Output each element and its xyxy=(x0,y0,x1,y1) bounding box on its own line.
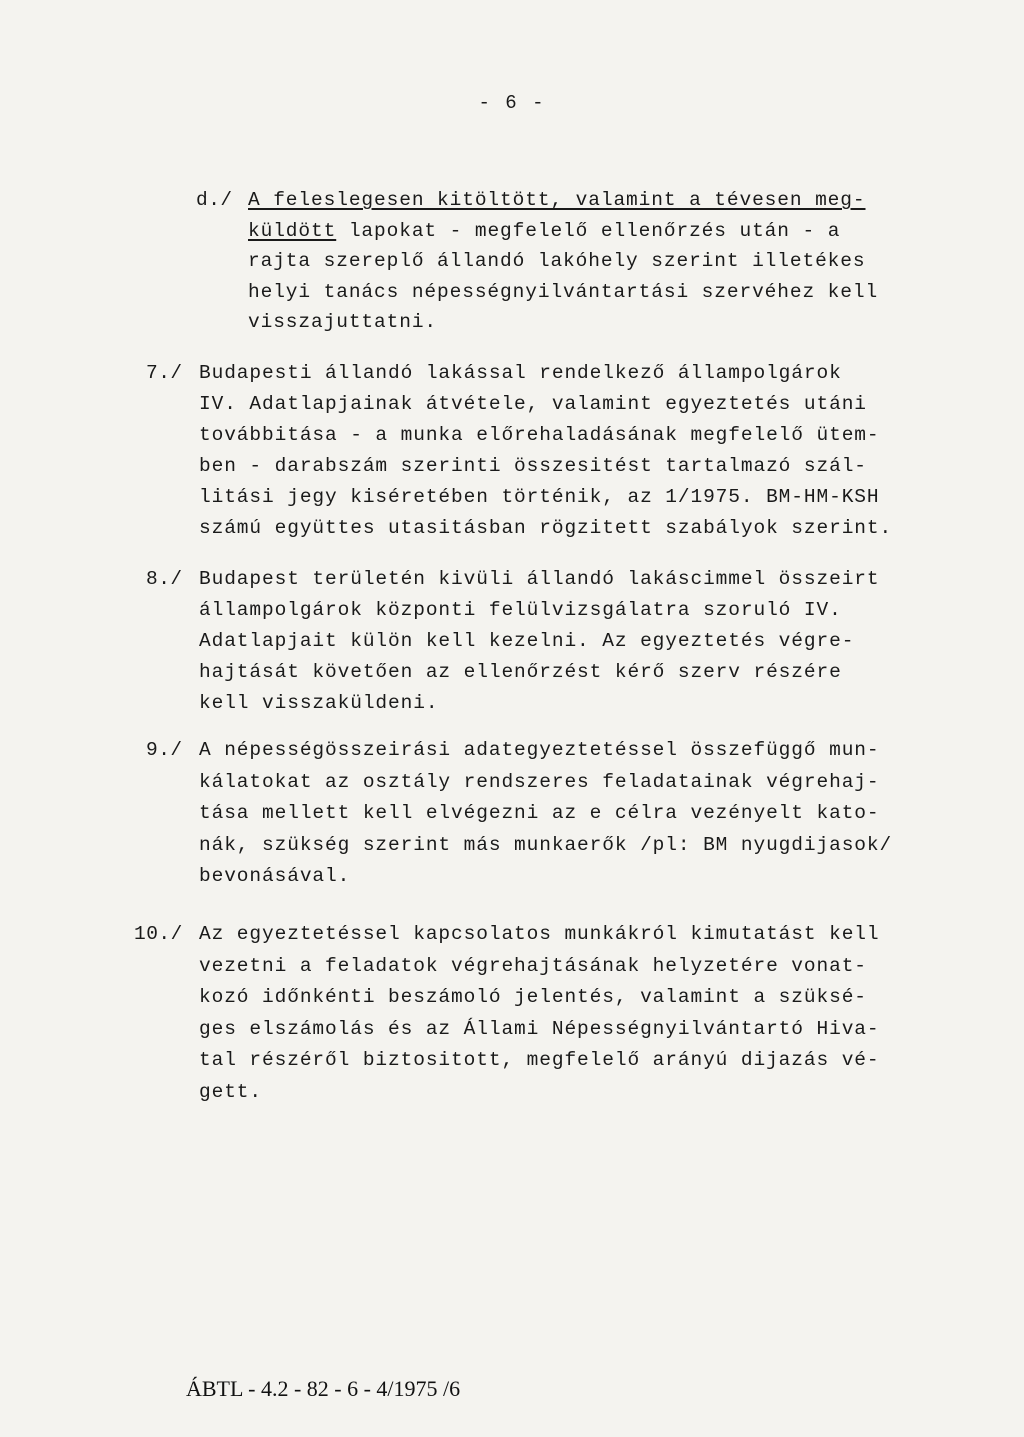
section-number: 9./ xyxy=(146,739,183,761)
section-text-line xyxy=(199,922,880,946)
text-segment: nák, szükség szerint más munkaerők /pl: BM nyugdijasok/ xyxy=(199,833,893,856)
text-segment: bevonásával. xyxy=(199,865,351,887)
text-segment: A népességösszeirási adategyeztetéssel összefüggő mun- xyxy=(199,739,880,761)
text-segment: helyi tanács népességnyilvántartási szervéhez kell xyxy=(248,280,879,303)
text-segment: litási jegy kiséretében történik, az 1/1975. BM-HM-KSH xyxy=(199,486,880,508)
text-segment: Budapesti állandó lakással rendelkező állampolgárok xyxy=(199,362,842,384)
underlined-text: küldött xyxy=(248,219,337,242)
section-text-line xyxy=(199,660,842,684)
text-segment: IV. Adatlapjainak átvétele, valamint egyeztetés utáni xyxy=(199,393,867,415)
text-segment: állampolgárok központi felülvizsgálatra szoruló IV. xyxy=(199,599,842,621)
text-segment: Az egyeztetéssel kapcsolatos munkákról kimutatást kell xyxy=(199,923,880,945)
section-number: 10./ xyxy=(134,923,183,945)
text-segment: kozó időnkénti beszámoló jelentés, valamint a szüksé- xyxy=(199,986,867,1008)
page-number: - 6 - xyxy=(478,92,546,114)
section-text-line xyxy=(248,310,437,334)
text-segment: kell visszaküldeni. xyxy=(199,692,439,714)
section-text-line xyxy=(199,770,880,794)
text-segment: visszajuttatni. xyxy=(248,311,438,333)
text-segment: számú együttes utasitásban rögzitett szabályok szerint. xyxy=(199,517,893,539)
section-number: d./ xyxy=(196,189,233,211)
section-text-line xyxy=(199,598,842,622)
section-text-line xyxy=(199,691,438,715)
section-text-line xyxy=(248,249,866,273)
underlined-text: A feleslegesen kitöltött, valamint a tévesen meg- xyxy=(248,189,866,211)
text-segment: ges elszámolás és az Állami Népességnyilvántartó Hiva- xyxy=(199,1017,880,1040)
section-text-line xyxy=(199,985,867,1009)
section-text-line xyxy=(199,954,867,978)
section-text-line xyxy=(199,833,892,857)
text-segment: ben - darabszám szerinti összesitést tartalmazó szál- xyxy=(199,455,867,477)
text-segment: vezetni a feladatok végrehajtásának helyzetére vonat- xyxy=(199,954,867,977)
text-segment: gett. xyxy=(199,1080,263,1103)
section-text-line xyxy=(199,864,350,888)
section-text-line xyxy=(199,567,880,591)
section-text-line xyxy=(248,219,840,243)
section-text-line xyxy=(199,629,854,653)
section-text-line xyxy=(199,392,867,416)
text-segment: lapokat - megfelelő ellenőrzés után - a xyxy=(336,219,841,242)
section-text-line xyxy=(199,423,880,447)
text-segment: tal részéről biztositott, megfelelő arányú dijazás vé- xyxy=(199,1049,880,1071)
section-text-line xyxy=(248,280,878,304)
text-segment: hajtását követően az ellenőrzést kérő szerv részére xyxy=(199,661,842,683)
section-text-line xyxy=(199,454,867,478)
section-text-line xyxy=(199,738,880,762)
section-number: 7./ xyxy=(146,362,183,384)
text-segment: Adatlapjait külön kell kezelni. Az egyeztetés végre- xyxy=(199,630,855,652)
text-segment: Budapest területén kivüli állandó lakáscimmel összeirt xyxy=(199,568,880,590)
section-text-line xyxy=(248,188,866,212)
text-segment: tása mellett kell elvégezni az e célra vezényelt kato- xyxy=(199,802,880,824)
text-segment: kálatokat az osztály rendszeres feladatainak végrehaj- xyxy=(199,770,880,793)
section-text-line xyxy=(199,801,880,825)
section-number: 8./ xyxy=(146,568,183,590)
text-segment: továbbitása - a munka előrehaladásának megfelelő ütem- xyxy=(199,424,880,446)
archive-reference-footer: ÁBTL - 4.2 - 82 - 6 - 4/1975 /6 xyxy=(186,1376,461,1401)
section-text-line xyxy=(199,1048,880,1072)
section-text-line xyxy=(199,1017,880,1041)
section-text-line xyxy=(199,361,842,385)
section-text-line xyxy=(199,516,892,540)
text-segment: rajta szereplő állandó lakóhely szerint illetékes xyxy=(248,250,866,272)
section-text-line xyxy=(199,1080,262,1104)
section-text-line xyxy=(199,485,880,509)
